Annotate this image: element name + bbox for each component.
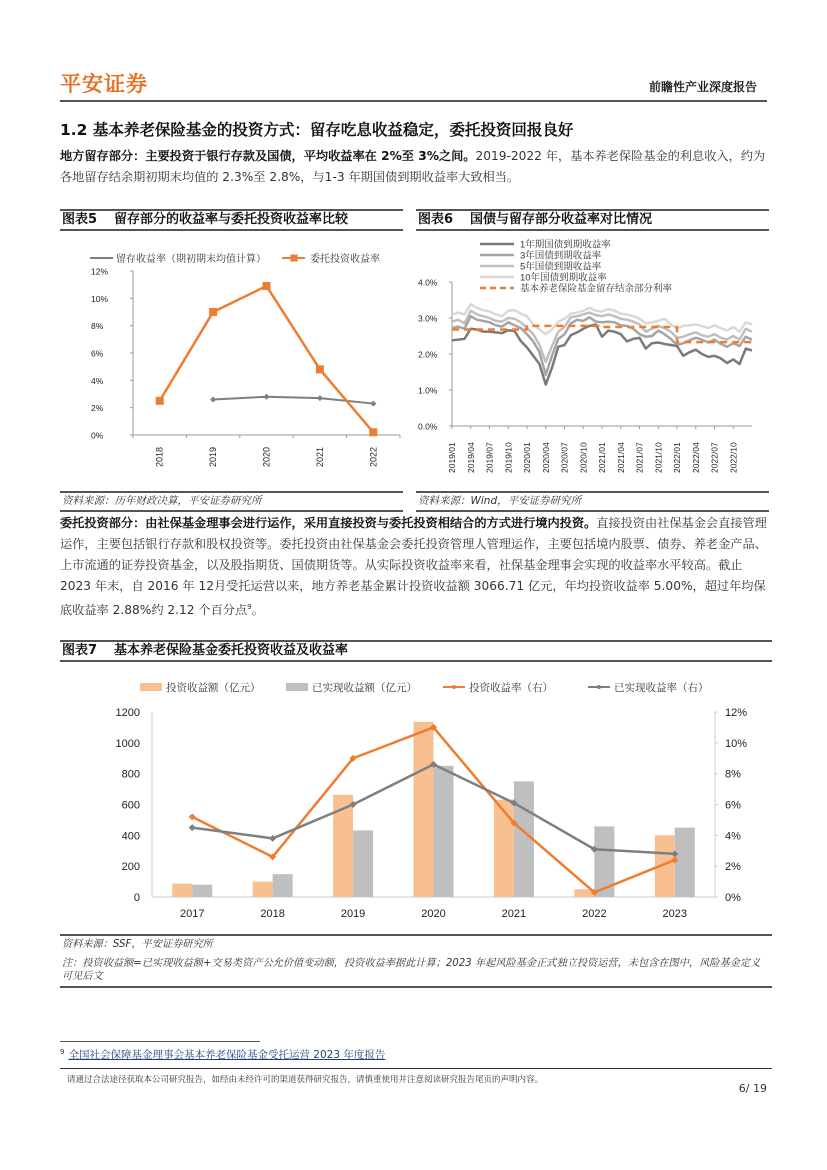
paragraph-entrusted-lead: 委托投资部分：由社保基金理事会进行运作，采用直接投资与委托投资相结合的方式进行境内投资。: [60, 516, 597, 530]
legend-marker: [452, 685, 456, 689]
x-tick-label: 2018: [154, 446, 165, 467]
x-tick-label: 2018: [260, 908, 285, 920]
x-tick-label: 2022/10: [728, 442, 739, 473]
figure6-number: 图表6: [418, 212, 454, 227]
series-line: [452, 304, 752, 334]
bar-investment: [253, 882, 273, 897]
legend-label: 3年国债到期收益率: [520, 250, 602, 262]
y-tick-label: 6%: [91, 348, 104, 359]
y-left-tick-label: 600: [121, 799, 140, 812]
figure5-source: 资料来源：历年财政决算，平安证券研究所: [60, 491, 403, 512]
x-tick-label: 2019/10: [503, 442, 514, 473]
y-left-tick-label: 1000: [115, 737, 140, 750]
figure7-note: 注：投资收益额=已实现收益额+交易类资产公允价值变动额，投资收益率据此计算；2023 年起风险基金正式独立投资运营，未包含在图中，风险基金定义可见后文: [62, 958, 761, 982]
y-right-tick-label: 0%: [725, 892, 741, 904]
x-tick-label: 2021: [501, 908, 527, 920]
figure7-source-block: [60, 934, 772, 988]
footer-disclaimer: 请通过合法途径获取本公司研究报告，如经由未经许可的渠道获得研究报告，请慎重使用并注意阅读研究报告尾页的声明内容。: [67, 1075, 544, 1085]
bar-investment: [414, 722, 434, 897]
x-tick-label: 2020: [421, 908, 446, 920]
y-right-tick-label: 4%: [725, 830, 741, 843]
data-point-entrusted: [156, 397, 164, 405]
legend-marker-entrusted: [291, 255, 298, 262]
company-logo: 平安证券: [60, 72, 148, 96]
x-tick-label: 2020/01: [522, 442, 532, 473]
y-right-tick-label: 10%: [725, 737, 748, 750]
y-tick-label: 3.0%: [418, 313, 438, 324]
x-tick-label: 2022/01: [672, 442, 682, 473]
figure6-title-bar: [416, 209, 769, 231]
x-tick-label: 2022: [582, 908, 607, 920]
y-right-tick-label: 2%: [725, 861, 741, 874]
data-point: [269, 835, 276, 842]
figure5-title-bar: [60, 209, 403, 231]
y-right-tick-label: 12%: [725, 707, 748, 719]
header-divider: [60, 100, 767, 102]
footnote-ref[interactable]: 9: [247, 603, 252, 611]
footer-divider: [60, 1068, 772, 1069]
figure7-title-bar: [60, 640, 772, 662]
legend-marker: [597, 685, 601, 689]
figure7-title: 基本养老保险基金委托投资收益及收益率: [114, 643, 349, 658]
x-tick-label: 2020: [261, 446, 272, 467]
x-tick-label: 2023: [662, 908, 688, 920]
data-point-retained: [317, 395, 323, 401]
data-point-retained: [210, 396, 216, 402]
x-tick-label: 2019/04: [465, 442, 476, 473]
report-type: 前瞻性产业深度报告: [648, 80, 757, 94]
series-line: [452, 316, 752, 375]
x-tick-label: 2020/10: [578, 442, 589, 473]
x-tick-label: 2020/07: [559, 442, 570, 473]
x-tick-label: 2022/07: [709, 442, 720, 473]
paragraph-entrusted: [60, 513, 772, 621]
footnote-number: 9: [60, 1047, 65, 1056]
bar-realized: [434, 766, 454, 897]
y-left-tick-label: 800: [121, 768, 140, 781]
bar-investment: [333, 795, 353, 897]
data-point-retained: [370, 401, 376, 407]
figure5-chart: [60, 233, 403, 488]
figure6-chart: [416, 233, 769, 488]
y-left-tick-label: 400: [121, 830, 140, 843]
x-tick-label: 2020/04: [540, 442, 551, 473]
paragraph-retained: [60, 146, 772, 188]
x-tick-label: 2022/04: [690, 442, 701, 473]
legend-label: 1年期国债到期收益率: [520, 239, 611, 251]
figure6-title: 国债与留存部分收益率对比情况: [470, 212, 653, 227]
x-tick-label: 2021/04: [615, 442, 626, 473]
footnote-link[interactable]: 全国社会保障基金理事会基本养老保险基金受托运营 2023 年度报告: [68, 1049, 386, 1061]
y-tick-label: 4.0%: [418, 277, 438, 288]
paragraph-retained-lead: 地方留存部分：主要投资于银行存款及国债，平均收益率在 2%至 3%之间。: [60, 149, 476, 163]
x-tick-label: 2019: [208, 446, 219, 467]
data-point-entrusted: [316, 365, 324, 373]
y-tick-label: 8%: [91, 321, 104, 332]
y-left-tick-label: 0: [133, 892, 140, 904]
legend-label: 已实现收益率（右）: [614, 682, 709, 694]
y-tick-label: 2%: [91, 403, 104, 414]
legend-swatch: [286, 683, 308, 691]
series-line: [452, 324, 752, 384]
data-point-retained: [264, 394, 270, 400]
legend-label: 投资收益额（亿元）: [166, 682, 261, 694]
footnote: [60, 1047, 385, 1062]
legend-label-entrusted: 委托投资收益率: [310, 254, 380, 265]
footnote-divider: [60, 1041, 260, 1042]
data-point-entrusted: [263, 282, 271, 290]
data-point-entrusted: [369, 428, 377, 436]
figure7-chart: [60, 664, 772, 930]
sentence-end: 。: [251, 603, 264, 618]
bar-investment: [172, 884, 192, 897]
data-point: [189, 824, 196, 831]
x-tick-label: 2021/10: [653, 442, 664, 473]
page-number: 6/ 19: [738, 1082, 767, 1095]
legend-swatch: [140, 683, 162, 691]
legend-label: 基本养老保险基金留存结余部分利率: [520, 283, 673, 295]
bar-realized: [675, 828, 695, 897]
x-tick-label: 2021/01: [597, 442, 607, 473]
figure7-number: 图表7: [62, 643, 98, 658]
x-tick-label: 2021: [314, 446, 325, 467]
bar-investment: [494, 800, 514, 897]
series-line-entrusted: [160, 286, 374, 432]
x-tick-label: 2021/07: [634, 442, 645, 473]
section-title: 1.2 基本养老保险基金的投资方式：留存吃息收益稳定，委托投资回报良好: [60, 121, 574, 139]
figure7-source: 资料来源：SSF，平安证券研究所: [62, 939, 213, 950]
y-tick-label: 10%: [91, 293, 109, 304]
y-tick-label: 2.0%: [418, 349, 438, 360]
x-tick-label: 2019/07: [484, 442, 495, 473]
y-tick-label: 1.0%: [418, 385, 438, 396]
x-tick-label: 2019: [340, 908, 366, 920]
y-left-tick-label: 200: [121, 861, 140, 874]
figure5-number: 图表5: [62, 212, 98, 227]
y-tick-label: 0.0%: [418, 421, 438, 432]
legend-label: 10年国债到期收益率: [520, 272, 607, 284]
legend-label: 投资收益率（右）: [469, 682, 553, 694]
data-point-entrusted: [209, 308, 217, 316]
y-right-tick-label: 8%: [725, 768, 741, 781]
bar-realized: [192, 885, 212, 897]
y-tick-label: 12%: [91, 266, 109, 277]
legend-label: 5年国债到期收益率: [520, 261, 602, 273]
y-left-tick-label: 1200: [115, 707, 140, 719]
paragraph-entrusted-body: 直接投资由社保基金会直接管理运作，主要包括银行存款和股权投资等。委托投资由社保基金会委托投资管理人管理运作，主要包括境内股票、债券、养老金产品、上市流通的证券投资基金，以及股指期货、国债期货等。从实际投资收益率来看，社保基金理事会实现的收益率水平较高。截止2023 年末，自 2016 年 12月受托运营以来，地方养老基金累计投资收益额 3066.71 亿元，年均投资收益率 5.00%，超过年均保底收益率 2.88%约 2.12 个百分点: [60, 516, 767, 618]
x-tick-label: 2017: [179, 908, 205, 920]
y-tick-label: 0%: [91, 430, 104, 441]
legend-label: 已实现收益额（亿元）: [312, 682, 417, 694]
bar-realized: [353, 830, 373, 897]
figure5-title: 留存部分的收益率与委托投资收益率比较: [114, 212, 349, 227]
legend-label-retained: 留存收益率（期初期末均值计算）: [116, 254, 266, 265]
x-tick-label: 2022: [368, 446, 379, 467]
paragraph-retained-body: 2019-2022 年，基本养老保险基金的利息收入，约为各地留存结余期初期末均值的 2.3%至 2.8%，与1-3 年期国债到期收益率大致相当。: [60, 149, 766, 184]
bar-realized: [273, 874, 293, 897]
x-tick-label: 2019/01: [447, 442, 457, 473]
y-right-tick-label: 6%: [725, 799, 741, 812]
y-tick-label: 4%: [91, 375, 104, 386]
figure6-source: 资料来源：Wind，平安证券研究所: [416, 491, 769, 512]
